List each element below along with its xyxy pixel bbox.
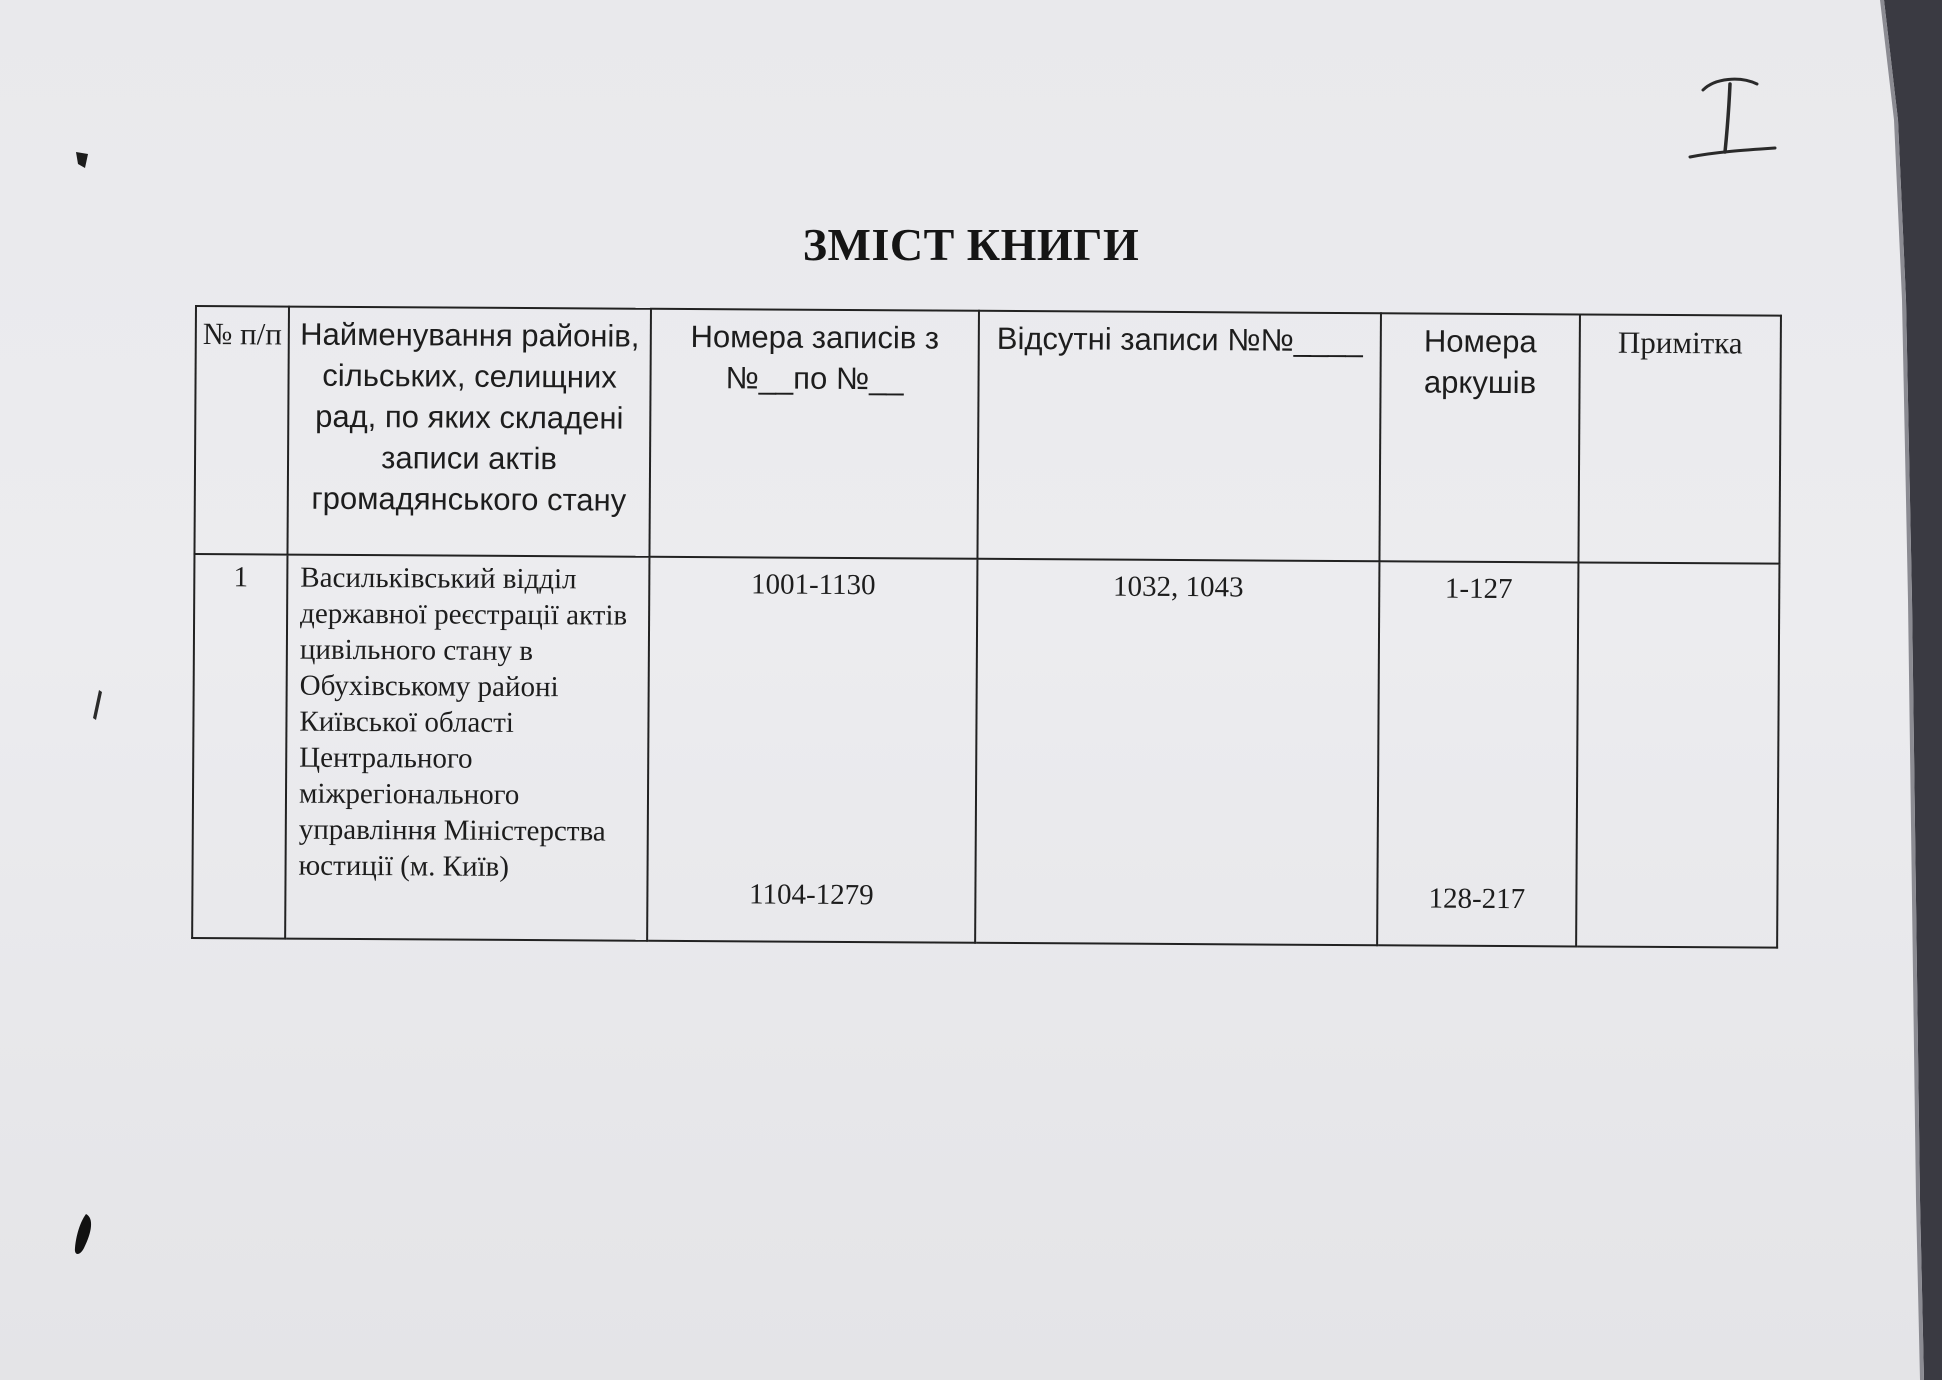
row-records-range — [647, 557, 977, 943]
punch-mark-bottom — [72, 1212, 96, 1258]
row-number: 1 — [192, 554, 287, 939]
header-number: № п/п — [194, 306, 289, 555]
row-note — [1576, 562, 1779, 947]
scan-edge — [1872, 0, 1942, 1380]
row-name: Васильківський відділ державної реєстрації актів цивільного стану в Обухівському районі Київської області Центрального міжрегіонального управління Міністерства юстиції (м. Київ) — [285, 555, 649, 941]
header-sheet-numbers: Номера аркушів — [1379, 313, 1580, 562]
document-title: ЗМІСТ КНИГИ — [802, 219, 1140, 270]
punch-mark-top — [72, 148, 92, 170]
contents-table — [191, 305, 1782, 949]
table-row — [192, 554, 1779, 948]
table-header-row — [194, 306, 1780, 564]
header-note: Примітка — [1578, 314, 1781, 563]
header-name: Найменування районів, сільських, селищних рад, по яких складені записи актів громадянського стану — [287, 307, 651, 557]
missing-records-value: 1032, 1043 — [1112, 570, 1244, 604]
header-records-range: Номера записів з №__по №__ — [649, 309, 979, 559]
records-range-second: 1104-1279 — [749, 878, 874, 912]
handwritten-page-number — [1685, 72, 1785, 167]
header-missing-records: Відсутні записи №№____ — [977, 311, 1381, 561]
row-sheet-numbers — [1377, 561, 1578, 946]
sheets-second: 128-217 — [1428, 882, 1526, 916]
punch-mark-middle — [90, 688, 104, 722]
row-missing-records — [975, 559, 1379, 945]
records-range-first: 1001-1130 — [750, 568, 876, 602]
sheets-first: 1-127 — [1444, 572, 1513, 606]
